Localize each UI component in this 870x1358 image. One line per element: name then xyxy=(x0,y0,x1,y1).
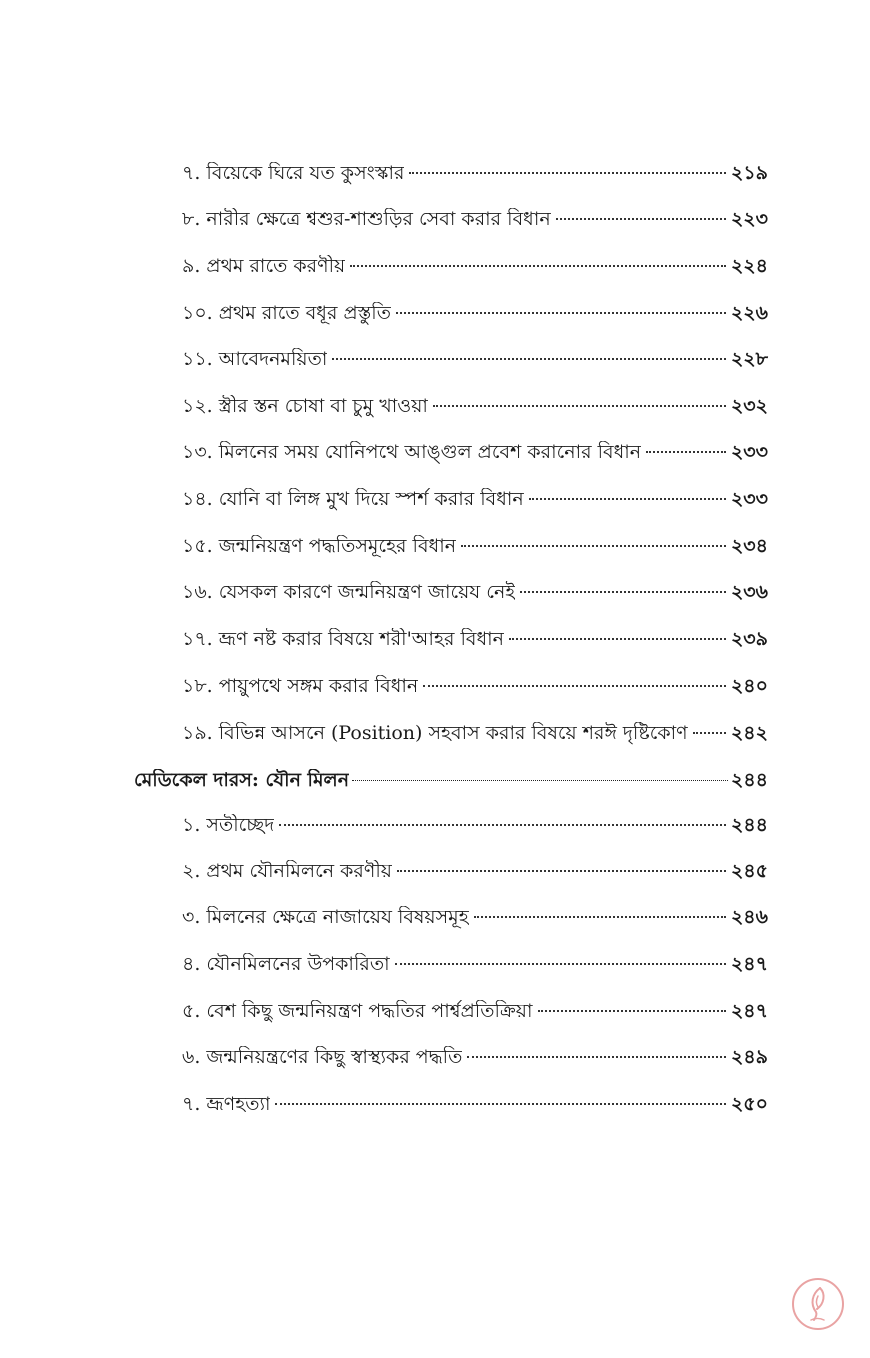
toc-entry[interactable] xyxy=(182,1000,768,1023)
dot-leader xyxy=(467,1056,726,1058)
toc-entry[interactable] xyxy=(182,953,768,976)
toc-entry-title: ৮. নারীর ক্ষেত্রে শ্বশুর-শাশুড়ির সেবা করার বিধান xyxy=(182,208,551,230)
toc-entry-title: ১৯. বিভিন্ন আসনে (Position) সহবাস করার বিষয়ে শরঈ দৃষ্টিকোণ xyxy=(182,722,688,744)
toc-entry[interactable] xyxy=(182,395,768,418)
dot-leader xyxy=(395,963,726,965)
toc-section-title: মেডিকেল দারস: যৌন মিলন xyxy=(134,769,350,791)
toc-entry-title: ২. প্রথম যৌনমিলনে করণীয় xyxy=(182,860,392,882)
quill-seal-icon xyxy=(790,1276,846,1332)
toc-entry-page: ২৪৯ xyxy=(730,1046,768,1068)
toc-entry-title: ১৮. পায়ুপথে সঙ্গম করার বিধান xyxy=(182,675,419,697)
toc-entry[interactable] xyxy=(182,814,768,837)
toc-entry-page: ২২৮ xyxy=(730,348,768,370)
dot-leader xyxy=(352,780,728,781)
toc-entry-title: ১৭. ভ্রূণ নষ্ট করার বিষয়ে শরী'আহর বিধান xyxy=(182,628,504,650)
toc-entry-page: ২৩৩ xyxy=(730,488,768,510)
toc-entry[interactable] xyxy=(182,208,768,231)
dot-leader xyxy=(350,265,726,267)
toc-entry[interactable] xyxy=(182,1093,768,1116)
toc-entry-title: ৯. প্রথম রাতে করণীয় xyxy=(182,255,346,277)
toc-entry-title: ১১. আবেদনময়িতা xyxy=(182,348,328,370)
toc-entry[interactable] xyxy=(182,675,768,698)
toc-entry-page: ২২৪ xyxy=(730,255,768,277)
toc-entry[interactable] xyxy=(182,722,768,745)
toc-entry-title: ১৪. যোনি বা লিঙ্গ মুখ দিয়ে স্পর্শ করার বিধান xyxy=(182,488,524,510)
toc-entry-page: ২৩৯ xyxy=(730,628,768,650)
toc-entry[interactable] xyxy=(182,581,768,604)
dot-leader xyxy=(474,916,726,918)
toc-entry[interactable] xyxy=(182,535,768,558)
dot-leader xyxy=(461,545,726,547)
dot-leader xyxy=(520,591,726,593)
toc-entry-title: ৫. বেশ কিছু জন্মনিয়ন্ত্রণ পদ্ধতির পার্শ্বপ্রতিক্রিয়া xyxy=(182,1000,533,1022)
toc-entry-page: ২১৯ xyxy=(730,162,768,184)
toc-entry-page: ২৪২ xyxy=(730,722,768,744)
toc-entry-page: ২৩২ xyxy=(730,395,768,417)
toc-entry-page: ২৪৫ xyxy=(730,860,768,882)
toc-entry-title: ১০. প্রথম রাতে বধূর প্রস্তুতি xyxy=(182,302,391,324)
dot-leader xyxy=(397,870,726,872)
dot-leader xyxy=(433,405,726,407)
toc-entry-title: ৭. ভ্রূণহত্যা xyxy=(182,1093,271,1115)
toc-entry-page: ২৪৬ xyxy=(730,906,768,928)
toc-entry-page: ২৩৬ xyxy=(730,581,768,603)
toc-entry-page: ২৪৭ xyxy=(730,953,768,975)
toc-entry-page: ২২৬ xyxy=(730,302,768,324)
toc-entry[interactable] xyxy=(182,302,768,325)
toc-entry-page: ২৩৪ xyxy=(730,535,768,557)
dot-leader xyxy=(529,498,726,500)
dot-leader xyxy=(396,312,726,314)
toc-entry-title: ৭. বিয়েকে ঘিরে যত কুসংস্কার xyxy=(182,162,405,184)
toc-entry-title: ১. সতীচ্ছেদ xyxy=(182,814,275,836)
toc-entry-title: ১৫. জন্মনিয়ন্ত্রণ পদ্ধতিসমূহের বিধান xyxy=(182,535,457,557)
toc-entry-page: ২৪৭ xyxy=(730,1000,768,1022)
toc-entry-title: ৬. জন্মনিয়ন্ত্রণের কিছু স্বাস্থ্যকর পদ্ধতি xyxy=(182,1046,463,1068)
toc-entry-title: ১২. স্ত্রীর স্তন চোষা বা চুমু খাওয়া xyxy=(182,395,428,417)
toc-entry[interactable] xyxy=(182,628,768,651)
toc-section-page: ২৪৪ xyxy=(730,769,768,791)
dot-leader xyxy=(646,451,726,453)
toc-entry[interactable] xyxy=(182,348,768,371)
dot-leader xyxy=(556,218,726,220)
toc-entry-title: ১৩. মিলনের সময় যোনিপথে আঙ্গুল প্রবেশ করানোর বিধান xyxy=(182,441,642,463)
toc-entry-title: ৪. যৌনমিলনের উপকারিতা xyxy=(182,953,390,975)
dot-leader xyxy=(279,824,726,826)
toc-entry-page: ২২৩ xyxy=(730,208,768,230)
toc-entry[interactable] xyxy=(182,860,768,883)
toc-entry-title: ৩. মিলনের ক্ষেত্রে নাজায়েয বিষয়সমূহ xyxy=(182,906,469,928)
dot-leader xyxy=(693,732,726,734)
dot-leader xyxy=(538,1010,726,1012)
toc-entry[interactable] xyxy=(182,255,768,278)
toc-section-heading[interactable] xyxy=(134,769,768,792)
toc-entry-page: ২৩৩ xyxy=(730,441,768,463)
toc-entry[interactable] xyxy=(182,488,768,511)
toc-entry[interactable] xyxy=(182,1046,768,1069)
toc-entry[interactable] xyxy=(182,441,768,464)
dot-leader xyxy=(509,638,726,640)
toc-entry[interactable] xyxy=(182,162,768,185)
toc-entry[interactable] xyxy=(182,906,768,929)
toc-entry-page: ২৪০ xyxy=(730,675,768,697)
toc-entry-title: ১৬. যেসকল কারণে জন্মনিয়ন্ত্রণ জায়েয নেই xyxy=(182,581,516,603)
dot-leader xyxy=(332,358,726,360)
toc-entry-page: ২৫০ xyxy=(730,1093,768,1115)
dot-leader xyxy=(423,685,726,687)
toc-entry-page: ২৪৪ xyxy=(730,814,768,836)
dot-leader xyxy=(275,1103,725,1105)
dot-leader xyxy=(409,172,726,174)
